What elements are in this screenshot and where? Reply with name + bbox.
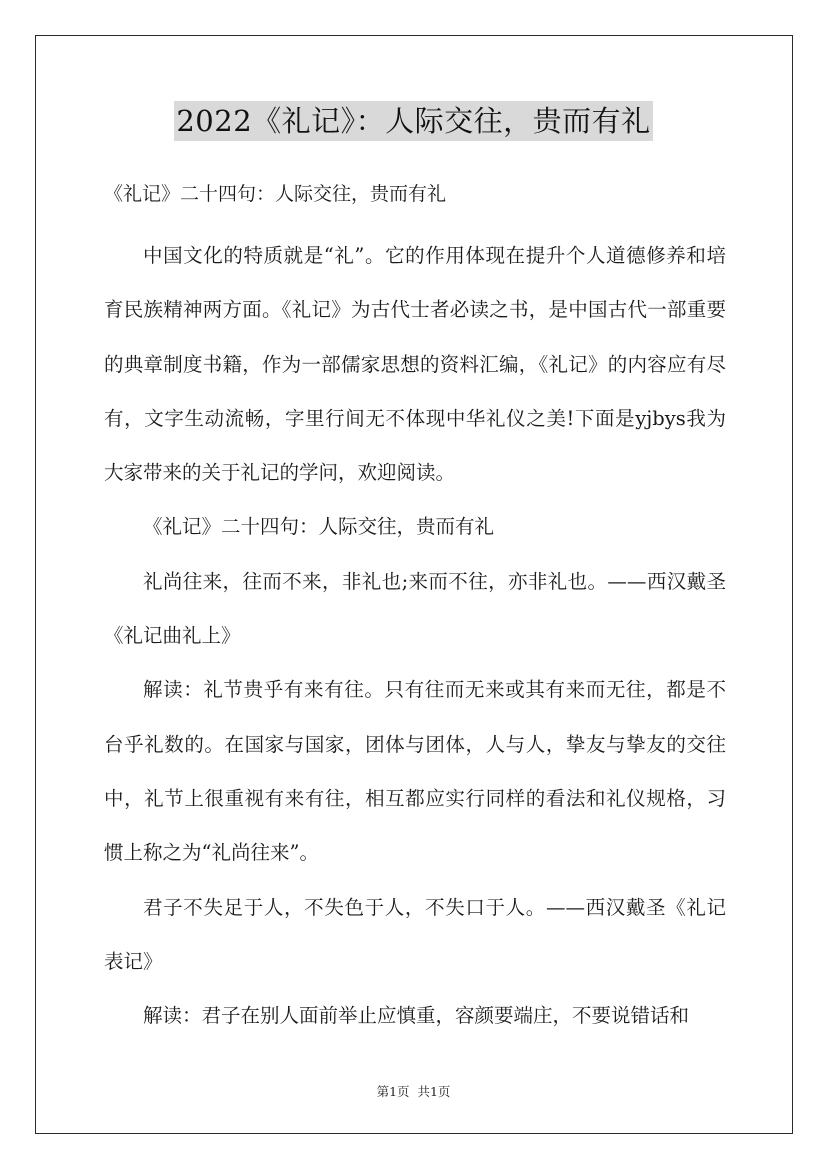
paragraph-quote-2: 君子不失足于人，不失色于人，不失口于人。——西汉戴圣《礼记表记》 [104,895,726,973]
paragraph-subheading: 《礼记》二十四句：人际交往，贵而有礼 [143,515,495,539]
title-container [0,101,827,141]
page-number: 第1页 共1页 [376,1084,451,1099]
paragraph-explanation-1: 解读：礼节贵乎有来有往。只有往而无来或其有来而无往，都是不台乎礼数的。在国家与国家，团体与团体，人与人，挚友与挚友的交往中，礼节上很重视有来有往，相互都应实行同样的看法和礼仪规格，习惯上称之为“礼尚往来”。 [104,678,726,865]
page-footer [0,1084,827,1100]
document-body [104,229,726,1043]
document-title: 2022《礼记》：人际交往，贵而有礼 [174,101,652,141]
paragraph-quote-1: 礼尚往来，往而不来，非礼也;来而不往，亦非礼也。——西汉戴圣《礼记曲礼上》 [104,569,726,648]
paragraph-intro: 中国文化的特质就是“礼”。它的作用体现在提升个人道德修养和培育民族精神两方面。《礼记》为古代士者必读之书，是中国古代一部重要的典章制度书籍，作为一部儒家思想的资料汇编，《礼记》的内容应有尽有，文字生动流畅，字里行间无不体现中华礼仪之美!下面是yjbys我为大家带来的关于礼记的学问，欢迎阅读。 [104,244,726,485]
lead-line: 《礼记》二十四句：人际交往，贵而有礼 [104,183,447,205]
paragraph-explanation-2: 解读：君子在别人面前举止应慎重，容颜要端庄，不要说错话和 [143,1004,690,1028]
